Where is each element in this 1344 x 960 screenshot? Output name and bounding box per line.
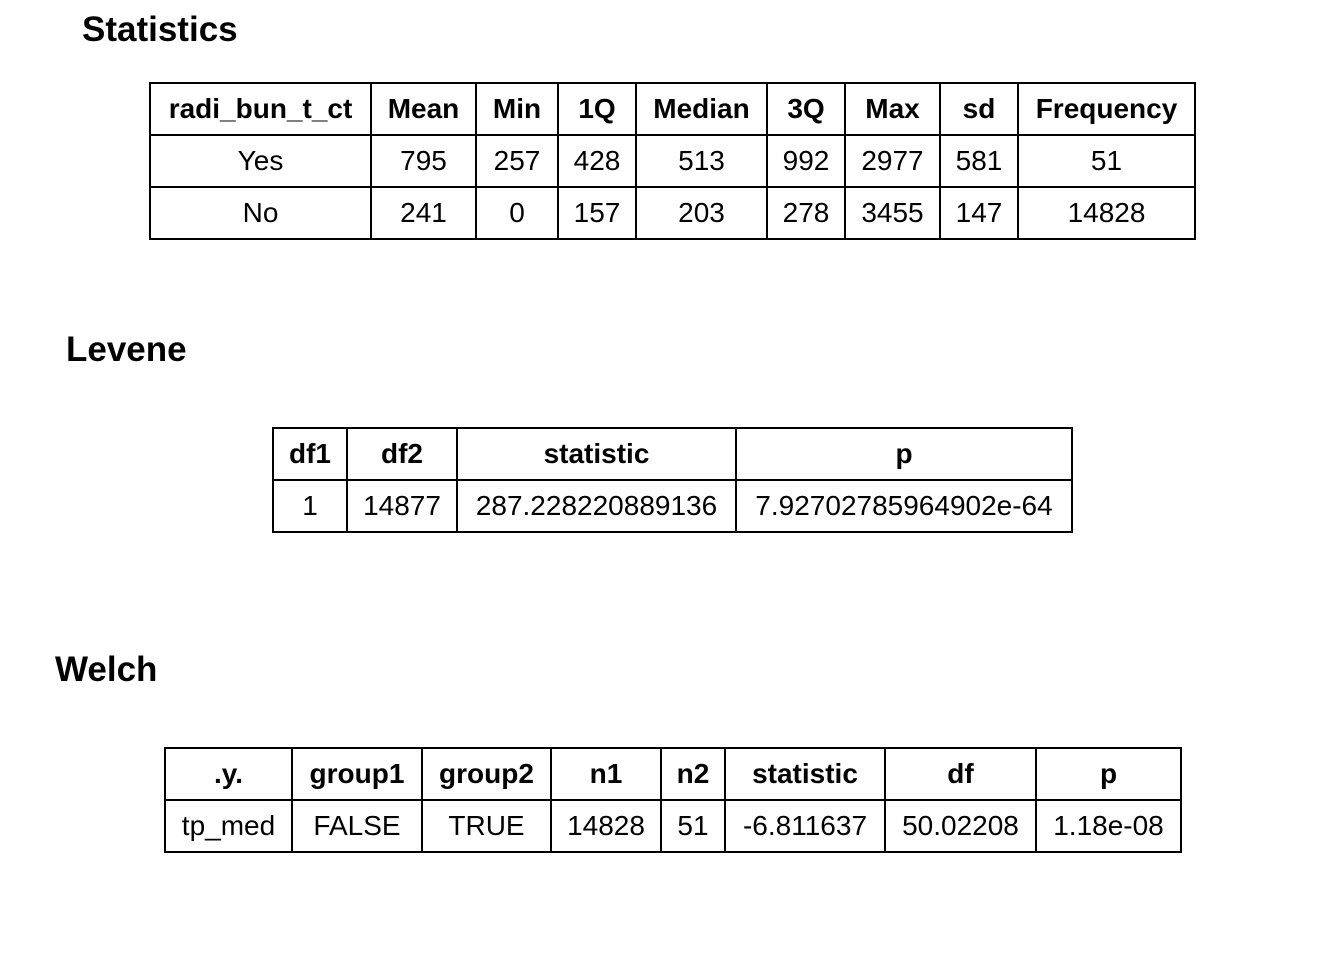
column-header: radi_bun_t_ct	[150, 83, 371, 135]
table-cell: 51	[1018, 135, 1195, 187]
table-cell: No	[150, 187, 371, 239]
table-cell: 278	[767, 187, 845, 239]
statistics-table	[149, 82, 1196, 240]
table-row	[150, 135, 1195, 187]
column-header: n2	[661, 748, 725, 800]
table-cell: 14828	[551, 800, 661, 852]
column-header: Median	[636, 83, 767, 135]
column-header: p	[1036, 748, 1181, 800]
column-header: statistic	[457, 428, 736, 480]
column-header: Max	[845, 83, 940, 135]
table-cell: 287.228220889136	[457, 480, 736, 532]
table-header-row	[273, 428, 1072, 480]
table-cell: 1.18e-08	[1036, 800, 1181, 852]
table-cell: 51	[661, 800, 725, 852]
column-header: 3Q	[767, 83, 845, 135]
table-cell: 157	[558, 187, 636, 239]
table-row	[165, 800, 1181, 852]
table-cell: 513	[636, 135, 767, 187]
column-header: group1	[292, 748, 422, 800]
column-header: 1Q	[558, 83, 636, 135]
table-cell: 428	[558, 135, 636, 187]
table-cell: 14828	[1018, 187, 1195, 239]
column-header: group2	[422, 748, 551, 800]
statistics-heading: Statistics	[82, 10, 238, 49]
levene-heading: Levene	[66, 330, 187, 369]
column-header: sd	[940, 83, 1018, 135]
table-cell: 203	[636, 187, 767, 239]
table-cell: 3455	[845, 187, 940, 239]
column-header: p	[736, 428, 1072, 480]
table-cell: tp_med	[165, 800, 292, 852]
column-header: Frequency	[1018, 83, 1195, 135]
table-cell: 0	[476, 187, 558, 239]
table-cell: FALSE	[292, 800, 422, 852]
column-header: .y.	[165, 748, 292, 800]
table-header-row	[150, 83, 1195, 135]
table-cell: 257	[476, 135, 558, 187]
table-cell: 795	[371, 135, 476, 187]
column-header: Min	[476, 83, 558, 135]
table-cell: 1	[273, 480, 347, 532]
table-row	[273, 480, 1072, 532]
table-header-row	[165, 748, 1181, 800]
table-cell: 992	[767, 135, 845, 187]
column-header: statistic	[725, 748, 885, 800]
levene-table	[272, 427, 1073, 533]
table-cell: 7.92702785964902e-64	[736, 480, 1072, 532]
table-row	[150, 187, 1195, 239]
column-header: df	[885, 748, 1036, 800]
welch-table	[164, 747, 1182, 853]
column-header: df2	[347, 428, 457, 480]
table-cell: 14877	[347, 480, 457, 532]
table-cell: 581	[940, 135, 1018, 187]
table-cell: 50.02208	[885, 800, 1036, 852]
welch-heading: Welch	[55, 650, 158, 689]
table-cell: 147	[940, 187, 1018, 239]
table-cell: -6.811637	[725, 800, 885, 852]
column-header: n1	[551, 748, 661, 800]
table-cell: 2977	[845, 135, 940, 187]
table-cell: 241	[371, 187, 476, 239]
column-header: df1	[273, 428, 347, 480]
table-cell: Yes	[150, 135, 371, 187]
column-header: Mean	[371, 83, 476, 135]
table-cell: TRUE	[422, 800, 551, 852]
